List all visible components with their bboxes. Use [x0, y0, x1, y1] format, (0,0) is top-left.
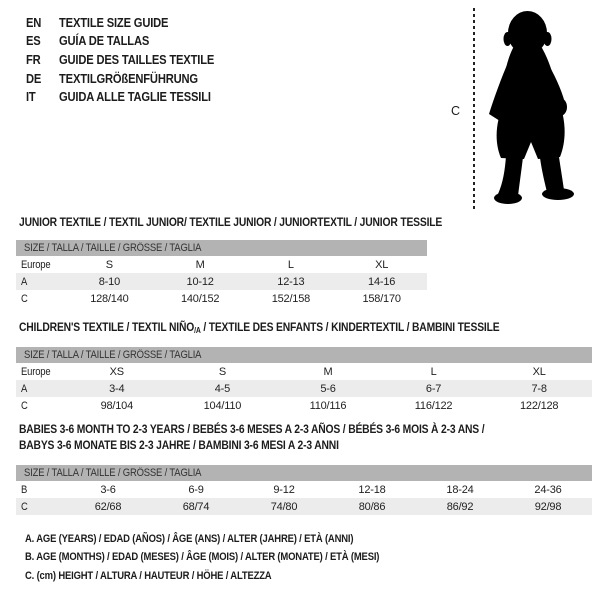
- table-row: [16, 290, 427, 307]
- height-cell: 140/152: [180, 292, 220, 305]
- height-cell: 62/68: [94, 500, 122, 513]
- row-label: C: [21, 500, 28, 513]
- height-cell: 152/158: [271, 292, 311, 305]
- size-header-label: SIZE / TALLA / TAILLE / GRÖSSE / TAGLIA: [24, 467, 202, 479]
- table-row: [16, 256, 427, 273]
- size-cell: M: [323, 365, 333, 378]
- height-cell: 110/116: [309, 399, 347, 412]
- row-label: A: [21, 382, 28, 395]
- language-code: DE: [26, 70, 42, 86]
- height-label-c: C: [451, 104, 461, 118]
- language-row: [26, 69, 239, 88]
- size-header-label: SIZE / TALLA / TAILLE / GRÖSSE / TAGLIA: [24, 349, 202, 361]
- age-cell: 6-9: [188, 483, 204, 496]
- age-cell: 10-12: [186, 275, 214, 288]
- age-cell: 3-4: [109, 382, 125, 395]
- age-cell: 8-10: [98, 275, 120, 288]
- size-cell: S: [105, 258, 113, 271]
- legend-notes: [25, 533, 437, 588]
- children-table: [16, 347, 592, 414]
- language-code: IT: [26, 89, 36, 105]
- age-cell: 12-18: [358, 483, 386, 496]
- age-cell: 3-6: [100, 483, 116, 496]
- language-title: GUÍA DE TALLAS: [59, 33, 150, 49]
- height-cell: 128/140: [90, 292, 129, 305]
- age-cell: 7-8: [531, 382, 547, 395]
- age-cell: 9-12: [273, 483, 295, 496]
- row-label: A: [21, 275, 28, 288]
- size-cell: XL: [375, 258, 389, 271]
- height-dashed-line: [473, 8, 475, 209]
- language-title: GUIDE DES TAILLES TEXTILE: [59, 51, 215, 67]
- table-row: [16, 498, 592, 515]
- height-cell: 74/80: [270, 500, 298, 513]
- age-cell: 4-5: [214, 382, 231, 395]
- title-subscript: /A: [194, 326, 201, 335]
- age-cell: 5-6: [320, 382, 336, 395]
- table-row: [16, 363, 592, 380]
- language-code: ES: [26, 33, 41, 49]
- height-cell: 116/122: [414, 399, 453, 412]
- footnote-line: A. AGE (YEARS) / EDAD (AÑOS) / ÂGE (ANS) / ALTER (JAHRE) / ETÀ (ANNI): [25, 533, 354, 545]
- language-code: EN: [26, 14, 42, 30]
- age-cell: 6-7: [425, 382, 442, 395]
- footnote-line: B. AGE (MONTHS) / EDAD (MESES) / ÂGE (MOIS) / ALTER (MONATE) / ETÀ (MESI): [25, 551, 380, 564]
- height-cell: 80/86: [358, 500, 386, 513]
- size-header-bar: [16, 465, 592, 481]
- height-cell: 158/170: [362, 292, 401, 305]
- table-row: [16, 273, 427, 290]
- size-cell: M: [195, 258, 205, 271]
- size-cell: L: [287, 258, 294, 271]
- size-cell: XL: [532, 365, 546, 378]
- babies-table-title: BABIES 3-6 MONTH TO 2-3 YEARS / BEBÉS 3-6 MESES A 2-3 AÑOS / BÉBÉS 3-6 MOIS À 2-3 ANS / BABYS 3-6 MONATE BIS 2-3 JAHRE / BAMBINI 3-6 MESI A 2-3 ANNI: [19, 422, 485, 452]
- size-header-bar: [16, 240, 427, 256]
- height-cell: 98/104: [100, 399, 134, 412]
- row-label: B: [21, 483, 28, 496]
- row-label: C: [21, 292, 28, 305]
- junior-table-title: JUNIOR TEXTILE / TEXTIL JUNIOR/ TEXTILE JUNIOR / JUNIORTEXTIL / JUNIOR TESSILE: [19, 215, 443, 229]
- age-cell: 14-16: [368, 275, 396, 288]
- language-row: [26, 87, 239, 106]
- size-header-bar: [16, 347, 592, 363]
- table-row: [16, 397, 592, 414]
- babies-table: [16, 465, 592, 515]
- height-cell: 86/92: [446, 500, 474, 513]
- baby-silhouette-icon: [485, 8, 595, 208]
- height-cell: 122/128: [519, 399, 559, 412]
- table-row: [16, 380, 592, 397]
- age-cell: 12-13: [277, 275, 305, 288]
- language-row: [26, 32, 239, 51]
- row-label: Europe: [21, 365, 51, 378]
- children-table-title: CHILDREN'S TEXTILE / TEXTIL $NIÑO_{/A}$ / TEXTILE DES ENFANTS / KINDERTEXTIL / BAMBINI TESSILE: [19, 320, 500, 335]
- row-label: C: [21, 399, 28, 412]
- row-label: Europe: [21, 258, 51, 271]
- language-list: [26, 13, 239, 106]
- language-title: TEXTILE SIZE GUIDE: [59, 14, 169, 30]
- size-header-label: SIZE / TALLA / TAILLE / GRÖSSE / TAGLIA: [24, 242, 202, 254]
- language-row: [26, 50, 239, 69]
- size-cell: S: [218, 365, 226, 378]
- language-code: FR: [26, 51, 41, 67]
- language-row: [26, 13, 239, 32]
- language-title: TEXTILGRÖßENFÜHRUNG: [59, 70, 198, 86]
- height-cell: 104/110: [203, 399, 242, 412]
- table-row: [16, 481, 592, 498]
- language-title: GUIDA ALLE TAGLIE TESSILI: [59, 89, 211, 105]
- height-cell: 68/74: [182, 500, 210, 513]
- size-cell: L: [430, 365, 437, 378]
- junior-table: [16, 240, 427, 307]
- footnote-line: C. (cm) HEIGHT / ALTURA / HAUTEUR / HÖHE / ALTEZZA: [25, 569, 272, 582]
- height-cell: 92/98: [534, 500, 562, 513]
- size-cell: XS: [109, 365, 124, 378]
- age-cell: 18-24: [446, 483, 474, 496]
- age-cell: 24-36: [534, 483, 562, 496]
